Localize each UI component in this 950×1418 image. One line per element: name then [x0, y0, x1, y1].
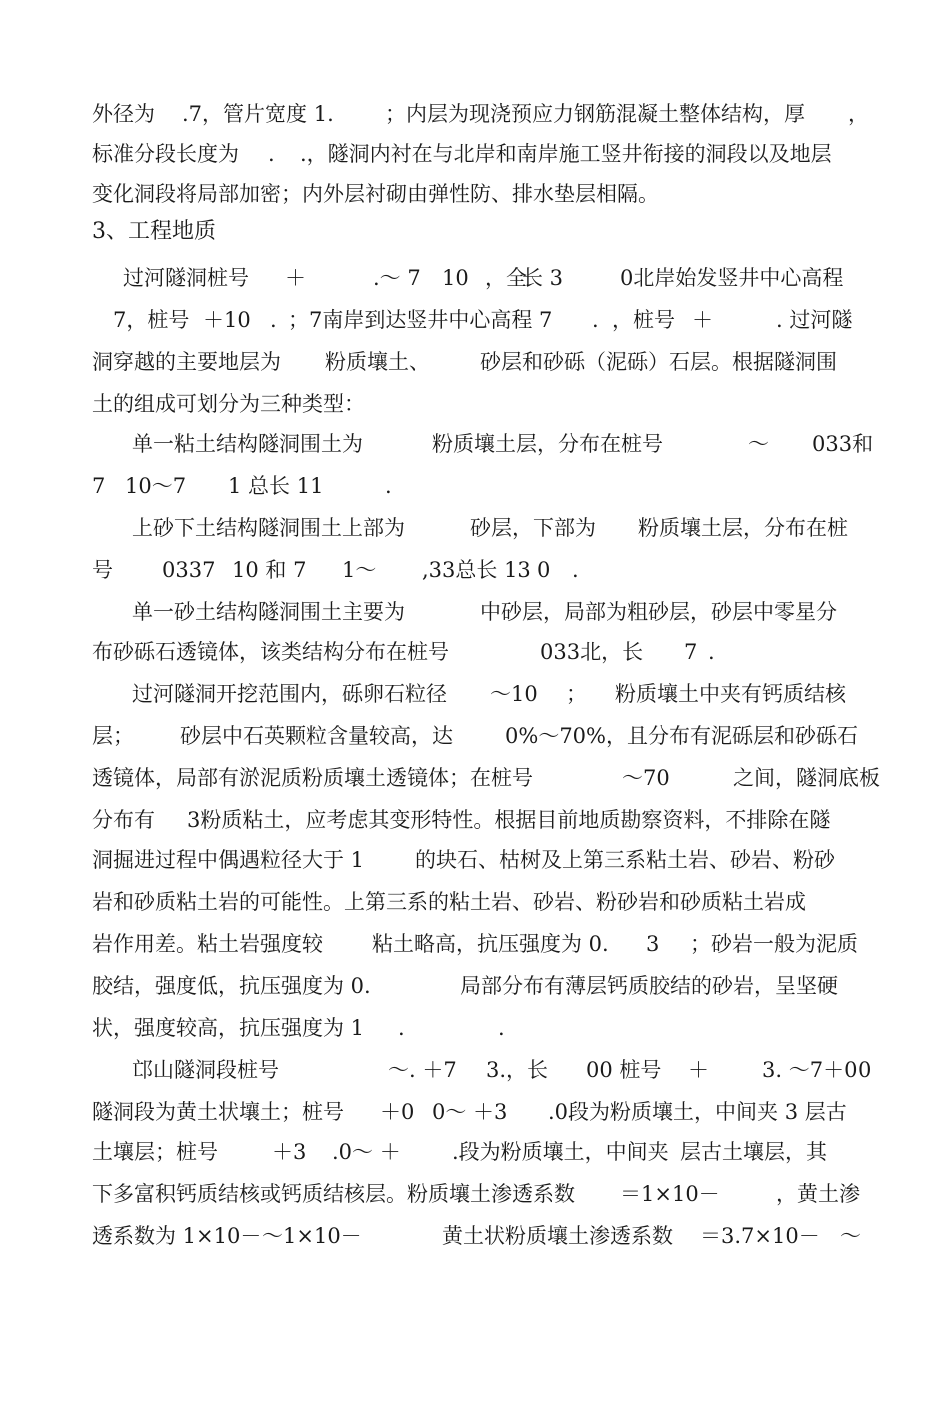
text-fragment: 粉质壤土、	[325, 350, 430, 374]
text-fragment: .0段为粉质壤土，中间夹 3 层古	[548, 1100, 847, 1124]
text-fragment: 砂层，下部为	[470, 516, 596, 540]
text-fragment: ～10	[490, 682, 538, 706]
text-fragment: ；内层为现浇预应力钢筋混凝土整体结构，厚	[385, 102, 805, 126]
text-fragment: .～ 7	[373, 266, 421, 290]
text-fragment: 状，强度较高，抗压强度为 1	[92, 1016, 365, 1040]
text-fragment: 变化洞段将局部加密；内外层衬砌由弹性防、排水垫层相隔。	[92, 182, 659, 206]
text-fragment: 砂层中石英颗粒含量较高，达	[180, 724, 453, 748]
text-fragment: 布砂砾石透镜体，该类结构分布在桩号	[92, 640, 449, 664]
text-fragment: 0北岸始发竖井中心高程	[620, 266, 844, 290]
text-fragment: .	[572, 558, 579, 582]
text-fragment: 粉质壤土层，分布在桩	[638, 516, 848, 540]
text-fragment: 10 和 7	[232, 558, 307, 582]
text-fragment: 外径为	[92, 102, 155, 126]
text-fragment: ～1×10－	[262, 1224, 362, 1248]
text-fragment: ＋	[688, 1058, 709, 1082]
text-fragment: .，隧洞内衬在与北岸和南岸施工竖井衔接的洞段以及地层	[300, 142, 832, 166]
text-fragment: ；	[566, 682, 587, 706]
text-fragment: 粉质壤土层，分布在桩号	[432, 432, 663, 456]
text-fragment: 3粉质粘土，应考虑其变形特性。根据目前地质勘察资料，不排除在隧	[187, 808, 831, 832]
text-line-28	[0, 1222, 861, 1418]
text-fragment: 黄土状粉质壤土渗透系数	[442, 1224, 673, 1248]
text-fragment: 单一砂土结构隧洞围土主要为	[132, 600, 405, 624]
text-fragment: 砂层和砂砾（泥砾）石层。根据隧洞围	[480, 350, 837, 374]
text-fragment: 局部分布有薄层钙质胶结的砂岩，呈坚硬	[460, 974, 838, 998]
text-fragment: . 过河隧	[776, 308, 853, 332]
text-fragment: 1 总长 11	[228, 474, 324, 498]
text-fragment: 3. ～7＋0	[762, 1058, 858, 1082]
text-fragment: 层；	[92, 724, 134, 748]
text-fragment: .	[270, 308, 277, 332]
text-fragment: ，	[848, 102, 869, 126]
text-fragment: 单一粘土结构隧洞围土为	[132, 432, 363, 456]
text-fragment: 0～ ＋3	[432, 1100, 508, 1124]
text-fragment: 岩和砂质粘土岩的可能性。上第三系的粘土岩、砂岩、粉砂岩和砂质粘土岩成	[92, 890, 806, 914]
text-fragment: ＋0	[380, 1100, 415, 1124]
text-fragment: 号	[92, 558, 113, 582]
text-fragment: 00 桩号	[586, 1058, 662, 1082]
text-fragment: 7	[92, 474, 106, 498]
text-fragment: 粉质壤土中夹有钙质结核	[615, 682, 846, 706]
text-fragment: 透系数为 1×10－	[92, 1224, 262, 1248]
text-fragment: 7，桩号	[113, 308, 190, 332]
text-fragment: 分布有	[92, 808, 155, 832]
text-fragment: 长 3	[522, 266, 564, 290]
text-fragment: 洞穿越的主要地层为	[92, 350, 281, 374]
text-fragment: .	[498, 1016, 505, 1040]
text-fragment: .	[385, 474, 392, 498]
text-fragment: 岩作用差。粘土岩强度较	[92, 932, 323, 956]
text-fragment: 过河隧洞桩号	[123, 266, 249, 290]
text-fragment: ＝3.7×10－	[700, 1224, 820, 1248]
text-fragment: 下多富积钙质结核或钙质结核层。粉质壤土渗透系数	[92, 1182, 575, 1206]
text-fragment: 3	[646, 932, 660, 956]
text-fragment: 土的组成可划分为三种类型：	[92, 392, 365, 416]
text-fragment: ＋	[692, 308, 713, 332]
section-heading-text: 3、工程地质	[92, 219, 216, 244]
text-fragment: 10～7	[125, 474, 187, 498]
text-fragment: ,33总长 13	[422, 558, 531, 582]
text-fragment: 033北，长	[540, 640, 644, 664]
text-fragment: ～. ＋7	[388, 1058, 457, 1082]
text-fragment: 033和	[812, 432, 874, 456]
text-fragment: .0～ ＋	[332, 1140, 401, 1164]
text-fragment: 0	[537, 558, 551, 582]
text-fragment: 标准分段长度为	[92, 142, 239, 166]
text-fragment: ，全	[485, 266, 527, 290]
text-fragment: 3.，长	[486, 1058, 549, 1082]
text-fragment: ；7南岸到达竖井中心高程 7	[288, 308, 553, 332]
text-fragment: ～	[748, 432, 769, 456]
text-fragment: 过河隧洞开挖范围内，砾卵石粒径	[132, 682, 447, 706]
text-fragment: 1～	[342, 558, 377, 582]
text-fragment: ～	[840, 1224, 861, 1248]
text-fragment: ；砂岩一般为泥质	[690, 932, 858, 956]
text-fragment: 0%～70%，且分布有泥砾层和砂砾石	[505, 724, 858, 748]
text-fragment: .	[268, 142, 275, 166]
text-fragment: 土壤层；桩号	[92, 1140, 218, 1164]
text-fragment: 上砂下土结构隧洞围土上部为	[132, 516, 405, 540]
text-fragment: 粘土略高，抗压强度为 0.	[372, 932, 609, 956]
text-fragment: 之间，隧洞底板	[733, 766, 880, 790]
text-fragment: ＋	[285, 266, 306, 290]
text-fragment: ＋3	[272, 1140, 307, 1164]
text-fragment: 层古土壤层，其	[680, 1140, 827, 1164]
text-fragment: 10	[442, 266, 469, 290]
text-fragment: ，黄土渗	[776, 1182, 860, 1206]
text-fragment: .	[398, 1016, 405, 1040]
text-fragment: .7，管片宽度 1.	[182, 102, 334, 126]
text-fragment: 透镜体，局部有淤泥质粉质壤土透镜体；在桩号	[92, 766, 533, 790]
text-fragment: .	[592, 308, 599, 332]
text-fragment: 0	[858, 1058, 872, 1082]
text-fragment: .	[708, 640, 715, 664]
text-fragment: 0337	[162, 558, 216, 582]
text-fragment: ，桩号	[612, 308, 675, 332]
text-fragment: ＋10	[203, 308, 251, 332]
text-fragment: 洞掘进过程中偶遇粒径大于 1	[92, 848, 365, 872]
text-fragment: 胶结，强度低，抗压强度为 0.	[92, 974, 371, 998]
text-fragment: .段为粉质壤土，中间夹	[452, 1140, 669, 1164]
text-fragment: 7	[684, 640, 698, 664]
text-fragment: 中砂层，局部为粗砂层，砂层中零星分	[480, 600, 837, 624]
text-fragment: ～70	[622, 766, 670, 790]
text-fragment: 邙山隧洞段桩号	[132, 1058, 279, 1082]
text-fragment: ＝1×10－	[620, 1182, 720, 1206]
text-fragment: 隧洞段为黄土状壤土；桩号	[92, 1100, 344, 1124]
text-fragment: 的块石、枯树及上第三系粘土岩、砂岩、粉砂	[415, 848, 835, 872]
